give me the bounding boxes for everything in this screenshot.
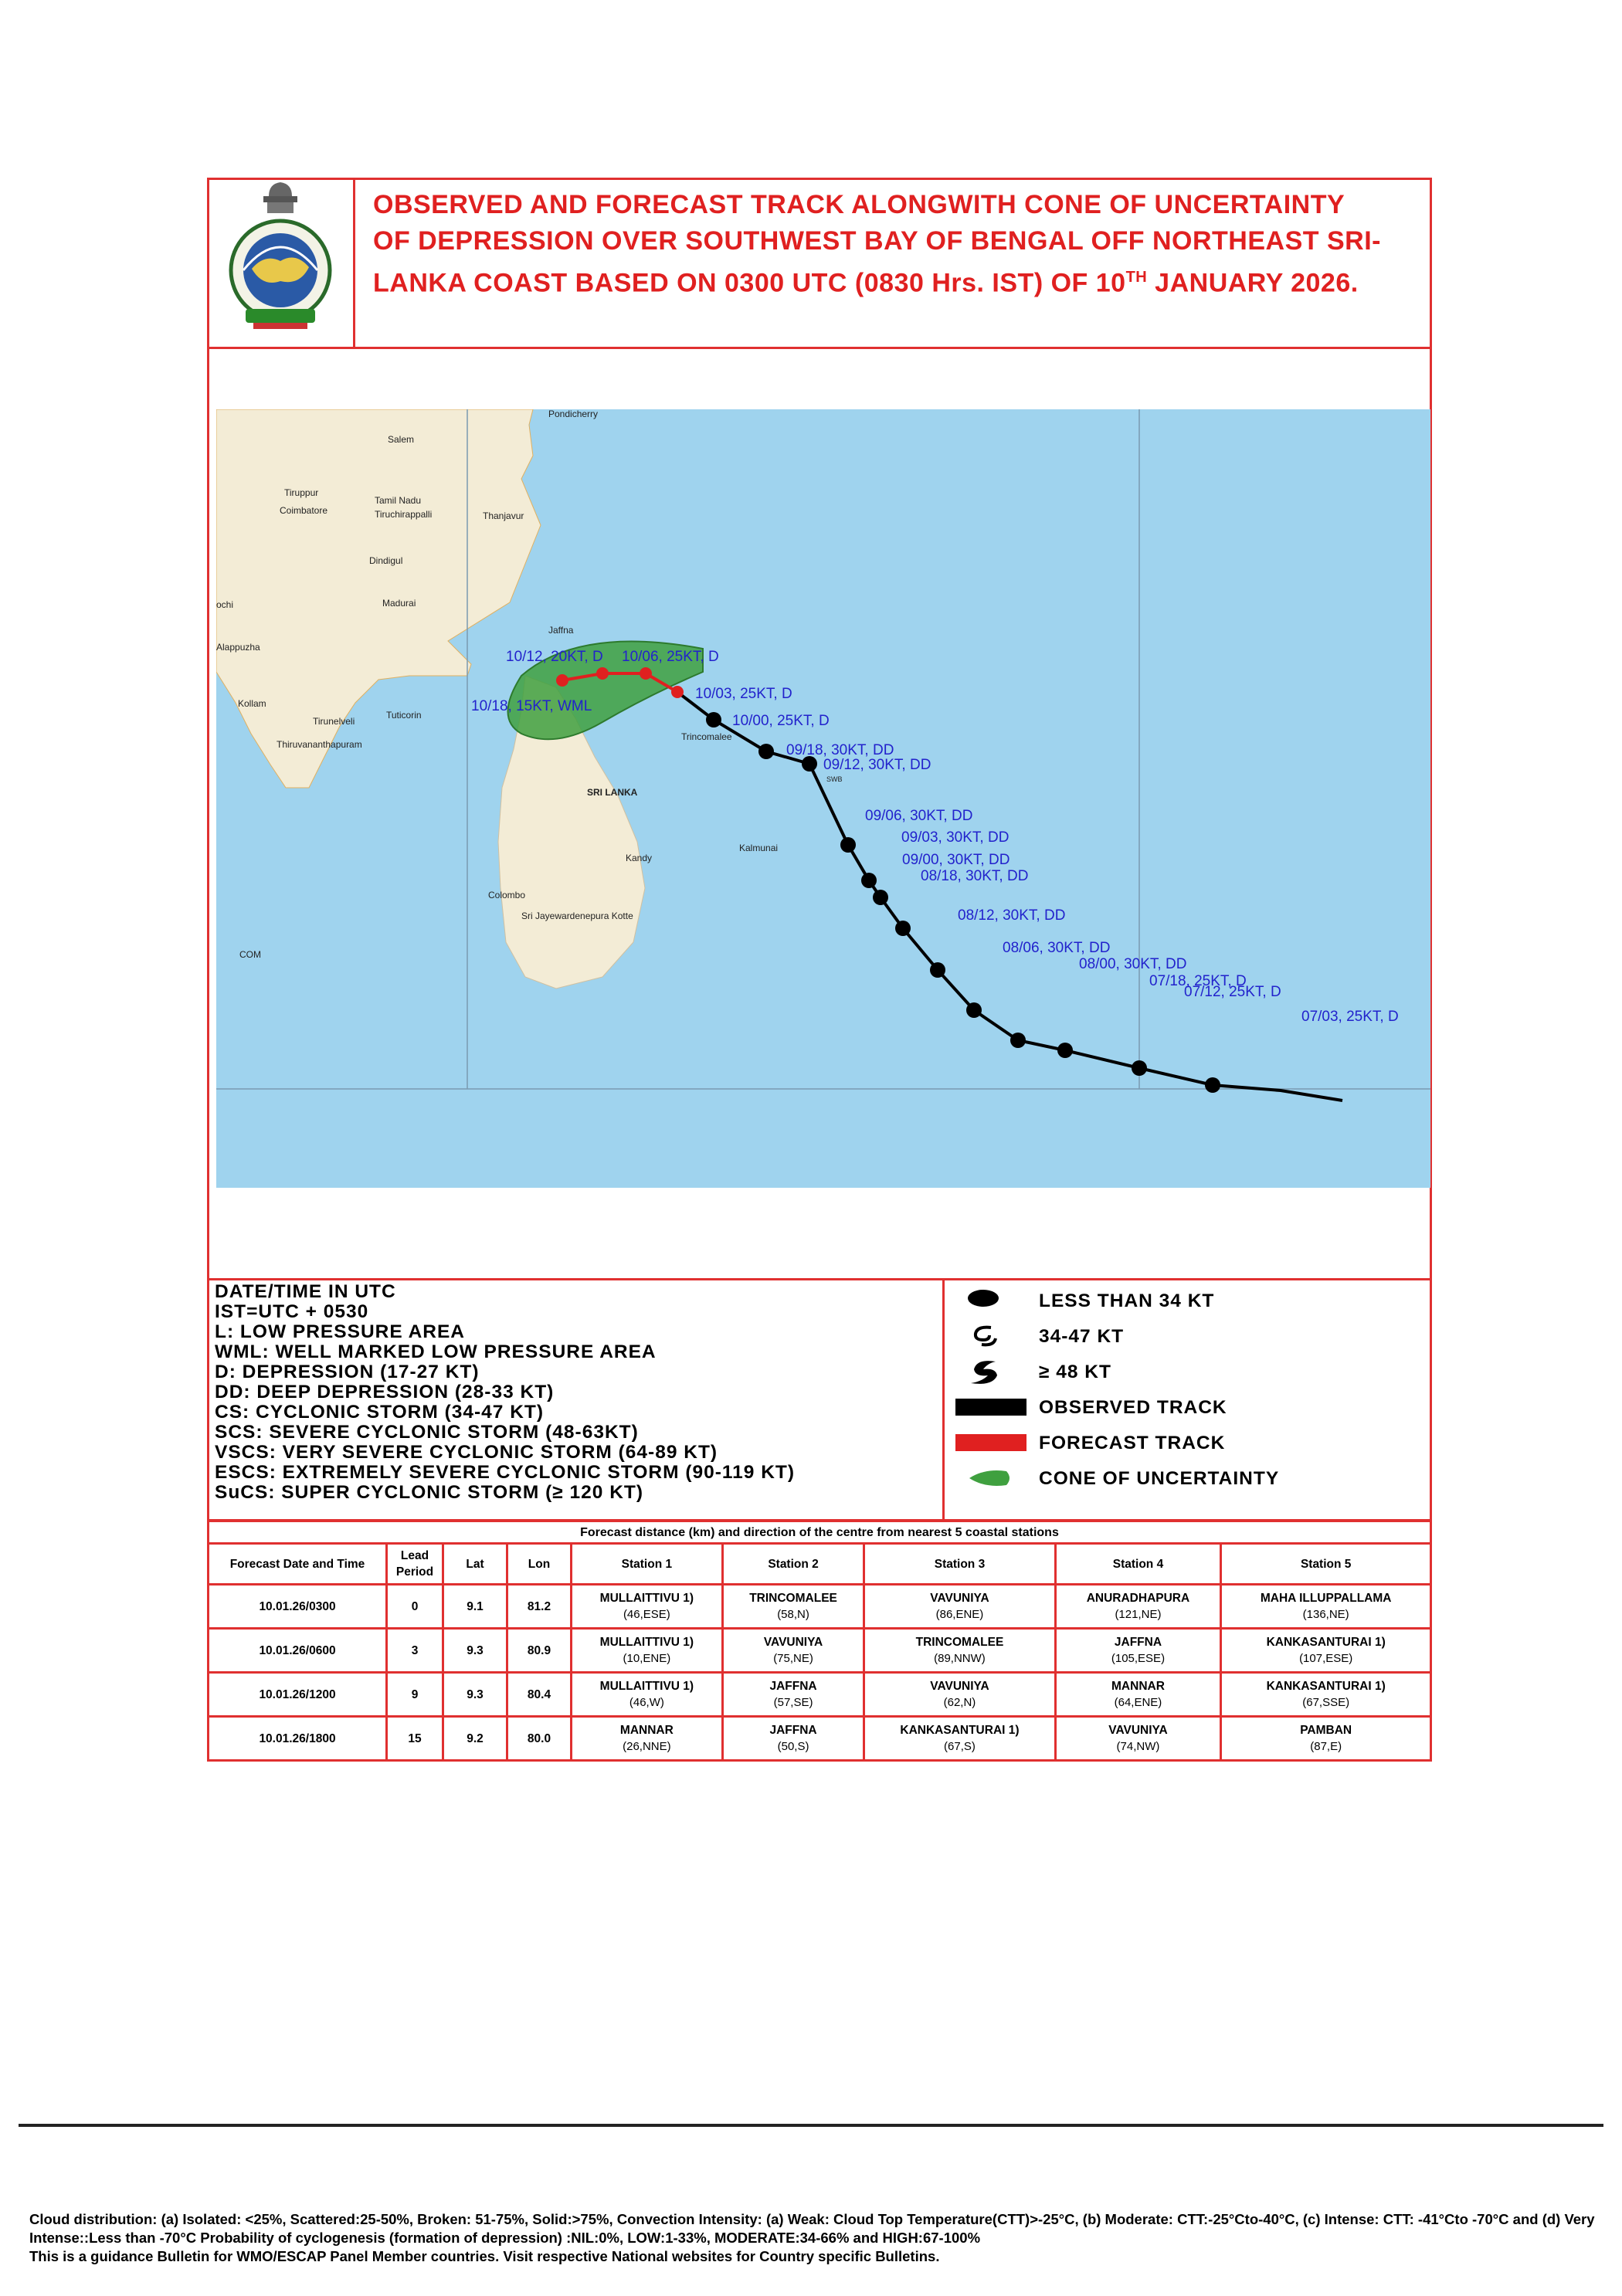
place-label: Colombo bbox=[488, 890, 526, 900]
black-dot-icon bbox=[954, 1287, 1028, 1314]
table-header-row bbox=[209, 1544, 1431, 1585]
place-label: ochi bbox=[216, 599, 234, 610]
station-distance: (75,NE) bbox=[773, 1652, 813, 1665]
station-cell bbox=[1055, 1629, 1221, 1673]
station-name: JAFFNA bbox=[1114, 1636, 1162, 1649]
legend-def: WML: WELL MARKED LOW PRESSURE AREA bbox=[215, 1341, 657, 1362]
track-point-label: 09/12, 30KT, DD bbox=[823, 757, 931, 773]
station-distance: (87,E) bbox=[1310, 1740, 1342, 1753]
place-label: Pondicherry bbox=[548, 409, 599, 419]
track-map bbox=[216, 409, 1430, 1188]
station-distance: (89,NNW) bbox=[934, 1652, 986, 1665]
place-label: Kollam bbox=[238, 698, 266, 709]
track-point-label: 08/12, 30KT, DD bbox=[958, 907, 1066, 924]
station-distance: (10,ENE) bbox=[623, 1652, 671, 1665]
track-point-label: 10/00, 25KT, D bbox=[732, 713, 830, 729]
place-label: Coimbatore bbox=[280, 505, 328, 516]
forecast-datetime-cell: 10.01.26/1200 bbox=[209, 1673, 387, 1717]
table-header: Station 3 bbox=[864, 1544, 1055, 1585]
table-body bbox=[209, 1585, 1431, 1761]
station-name: MANNAR bbox=[619, 1724, 674, 1737]
legend-item bbox=[954, 1392, 1417, 1428]
footer-notes bbox=[29, 2210, 1597, 2266]
station-cell bbox=[1221, 1673, 1431, 1717]
station-cell bbox=[1221, 1629, 1431, 1673]
station-cell bbox=[864, 1673, 1055, 1717]
station-distance: (62,N) bbox=[943, 1696, 976, 1709]
observed-track-point bbox=[1010, 1033, 1026, 1048]
observed-track-point bbox=[840, 837, 856, 853]
table-header: Station 2 bbox=[722, 1544, 864, 1585]
table-row bbox=[209, 1717, 1431, 1761]
observed-track-point bbox=[966, 1002, 982, 1018]
forecast-datetime-cell: 10.01.26/0600 bbox=[209, 1629, 387, 1673]
station-distance: (50,S) bbox=[777, 1740, 809, 1753]
station-name: PAMBAN bbox=[1300, 1724, 1352, 1737]
station-cell bbox=[572, 1585, 723, 1629]
station-name: MANNAR bbox=[1111, 1680, 1165, 1693]
observed-track-point bbox=[1057, 1043, 1073, 1058]
legend-def: VSCS: VERY SEVERE CYCLONIC STORM (64-89 KT) bbox=[215, 1442, 718, 1463]
place-label: Sri Jayewardenepura Kotte bbox=[521, 911, 633, 921]
legend-def: DD: DEEP DEPRESSION (28-33 KT) bbox=[215, 1382, 555, 1402]
place-label: Tiruppur bbox=[284, 487, 319, 498]
track-point-label: 07/03, 25KT, D bbox=[1301, 1009, 1399, 1025]
legend-label: ≥ 48 KT bbox=[1039, 1362, 1111, 1382]
forecast-table bbox=[207, 1520, 1432, 1762]
title-row bbox=[207, 178, 1432, 349]
place-label: COM bbox=[239, 949, 261, 960]
legend-divider-vertical bbox=[942, 1278, 945, 1521]
legend-item bbox=[954, 1463, 1417, 1499]
station-name: VAVUNIYA bbox=[1108, 1724, 1168, 1737]
green-cone-icon bbox=[954, 1465, 1028, 1491]
lon-cell: 80.0 bbox=[507, 1717, 572, 1761]
observed-track-point bbox=[706, 712, 721, 727]
track-point-label: 08/18, 30KT, DD bbox=[921, 868, 1029, 884]
place-label: Jaffna bbox=[548, 625, 574, 636]
place-label: Kandy bbox=[626, 853, 653, 863]
place-label: Tamil Nadu bbox=[375, 495, 422, 506]
legend-definitions bbox=[215, 1282, 941, 1503]
track-point-label: 10/06, 25KT, D bbox=[622, 649, 719, 665]
track-point-label: 09/18, 30KT, DD bbox=[786, 742, 894, 758]
station-cell bbox=[864, 1629, 1055, 1673]
table-header: Lat bbox=[443, 1544, 507, 1585]
station-distance: (46,ESE) bbox=[623, 1608, 670, 1621]
place-label: Salem bbox=[388, 434, 415, 445]
observed-track-point bbox=[873, 890, 888, 905]
station-cell bbox=[722, 1673, 864, 1717]
place-label: Kalmunai bbox=[739, 843, 779, 853]
red-bar-icon bbox=[954, 1429, 1028, 1456]
station-cell bbox=[1055, 1585, 1221, 1629]
lon-cell: 80.4 bbox=[507, 1673, 572, 1717]
place-label: SWB bbox=[826, 775, 843, 783]
lon-cell: 81.2 bbox=[507, 1585, 572, 1629]
legend-label: OBSERVED TRACK bbox=[1039, 1397, 1227, 1418]
station-distance: (58,N) bbox=[777, 1608, 809, 1621]
station-distance: (86,ENE) bbox=[935, 1608, 984, 1621]
table-row bbox=[209, 1585, 1431, 1629]
forecast-track-point bbox=[596, 667, 609, 680]
station-cell bbox=[864, 1585, 1055, 1629]
station-cell bbox=[722, 1585, 864, 1629]
station-distance: (136,NE) bbox=[1302, 1608, 1349, 1621]
lat-cell: 9.3 bbox=[443, 1673, 507, 1717]
footer-line-2: This is a guidance Bulletin for WMO/ESCAP Panel Member countries. Visit respective National websites for Country specific Bulletins. bbox=[29, 2248, 940, 2264]
table-header: Station 5 bbox=[1221, 1544, 1431, 1585]
forecast-track-point bbox=[671, 686, 684, 698]
station-distance: (64,ENE) bbox=[1114, 1696, 1162, 1709]
legend-label: 34-47 KT bbox=[1039, 1326, 1125, 1347]
track-point-label: 08/00, 30KT, DD bbox=[1079, 956, 1187, 972]
table-row bbox=[209, 1629, 1431, 1673]
observed-track-point bbox=[895, 921, 911, 936]
forecast-datetime-cell: 10.01.26/0300 bbox=[209, 1585, 387, 1629]
footer-line-1: Cloud distribution: (a) Isolated: <25%, Scattered:25-50%, Broken: 51-75%, Solid:>75%, Convection Intensity: (a) Weak: Cloud Top Temperature(CTT)>-25°C, (b) Moderate: CTT:-25°Cto-40°C, (c) Intense: CTT: -41°Cto -70°C and (d) Very Intense::Less than -70°C Probability of cyclogenesis (formation of depression) :NIL:0%, LOW:1-33%, MODERATE:34-66% and HIGH:67-100% bbox=[29, 2211, 1595, 2246]
legend-def: DATE/TIME IN UTC bbox=[215, 1281, 396, 1302]
page-divider bbox=[19, 2124, 1603, 2127]
station-cell bbox=[1221, 1585, 1431, 1629]
station-name: JAFFNA bbox=[769, 1680, 817, 1693]
legend-label: FORECAST TRACK bbox=[1039, 1433, 1226, 1453]
forecast-track-point bbox=[640, 667, 652, 680]
place-label: Dindigul bbox=[369, 555, 403, 566]
cyclone-large-icon bbox=[954, 1358, 1028, 1385]
station-cell bbox=[722, 1629, 864, 1673]
imd-emblem-icon bbox=[207, 178, 354, 347]
legend-def: L: LOW PRESSURE AREA bbox=[215, 1321, 465, 1342]
table-caption: Forecast distance (km) and direction of the centre from nearest 5 coastal stations bbox=[209, 1521, 1431, 1544]
lon-cell: 80.9 bbox=[507, 1629, 572, 1673]
lead-period-cell: 9 bbox=[387, 1673, 443, 1717]
lead-period-cell: 15 bbox=[387, 1717, 443, 1761]
station-name: VAVUNIYA bbox=[930, 1680, 989, 1693]
station-name: KANKASANTURAI 1) bbox=[1266, 1680, 1386, 1693]
track-point-label: 08/06, 30KT, DD bbox=[1003, 940, 1111, 956]
station-cell bbox=[572, 1717, 723, 1761]
legend-def: ESCS: EXTREMELY SEVERE CYCLONIC STORM (90-119 KT) bbox=[215, 1462, 796, 1483]
place-label: Tirunelveli bbox=[313, 716, 355, 727]
station-cell bbox=[572, 1673, 723, 1717]
place-label: Thiruvananthapuram bbox=[277, 739, 362, 750]
legend-def: D: DEPRESSION (17-27 KT) bbox=[215, 1362, 480, 1382]
legend-item bbox=[954, 1357, 1417, 1392]
legend-divider-top bbox=[207, 1278, 1432, 1280]
black-bar-icon bbox=[954, 1394, 1028, 1420]
station-distance: (67,S) bbox=[944, 1740, 976, 1753]
title-line-3: LANKA COAST BASED ON 0300 UTC (0830 Hrs. IST) OF 10TH JANUARY 2026. bbox=[373, 268, 1359, 298]
legend-item bbox=[954, 1428, 1417, 1463]
table-row bbox=[209, 1673, 1431, 1717]
station-name: TRINCOMALEE bbox=[749, 1592, 837, 1605]
table-header: Lon bbox=[507, 1544, 572, 1585]
station-name: VAVUNIYA bbox=[763, 1636, 823, 1649]
lead-period-cell: 3 bbox=[387, 1629, 443, 1673]
station-distance: (107,ESE) bbox=[1299, 1652, 1353, 1665]
observed-track-point bbox=[1132, 1060, 1147, 1076]
station-cell bbox=[1055, 1673, 1221, 1717]
legend-def: CS: CYCLONIC STORM (34-47 KT) bbox=[215, 1402, 545, 1423]
lat-cell: 9.1 bbox=[443, 1585, 507, 1629]
table-header: Station 1 bbox=[572, 1544, 723, 1585]
track-point-label: 07/18, 25KT, D bbox=[1149, 973, 1247, 989]
legend-item bbox=[954, 1286, 1417, 1321]
track-point-label: 10/03, 25KT, D bbox=[695, 686, 792, 702]
table-header: Lead Period bbox=[387, 1544, 443, 1585]
track-point-label: 09/06, 30KT, DD bbox=[865, 808, 973, 824]
station-distance: (105,ESE) bbox=[1111, 1652, 1166, 1665]
place-label: SRI LANKA bbox=[587, 787, 638, 798]
table-header: Forecast Date and Time bbox=[209, 1544, 387, 1585]
station-distance: (121,NE) bbox=[1115, 1608, 1162, 1621]
station-cell bbox=[572, 1629, 723, 1673]
legend-def: SuCS: SUPER CYCLONIC STORM (≥ 120 KT) bbox=[215, 1482, 644, 1503]
track-point-label: 09/00, 30KT, DD bbox=[902, 852, 1010, 868]
station-name: KANKASANTURAI 1) bbox=[900, 1724, 1020, 1737]
observed-track-point bbox=[930, 962, 945, 978]
observed-track-point bbox=[1205, 1077, 1220, 1093]
place-label: Tiruchirappalli bbox=[375, 509, 433, 520]
legend-label: CONE OF UNCERTAINTY bbox=[1039, 1468, 1280, 1489]
station-distance: (67,SSE) bbox=[1302, 1696, 1350, 1709]
cyclone-small-icon bbox=[954, 1323, 1028, 1349]
station-cell bbox=[1055, 1717, 1221, 1761]
forecast-datetime-cell: 10.01.26/1800 bbox=[209, 1717, 387, 1761]
station-name: VAVUNIYA bbox=[930, 1592, 989, 1605]
logo-cell bbox=[207, 178, 355, 347]
station-distance: (74,NW) bbox=[1116, 1740, 1160, 1753]
station-distance: (26,NNE) bbox=[623, 1740, 671, 1753]
lat-cell: 9.2 bbox=[443, 1717, 507, 1761]
forecast-track-point bbox=[556, 674, 568, 687]
track-point-label: 09/03, 30KT, DD bbox=[901, 829, 1010, 846]
track-point-label: 07/12, 25KT, D bbox=[1184, 984, 1281, 1000]
observed-track-point bbox=[802, 756, 817, 772]
legend-def: SCS: SEVERE CYCLONIC STORM (48-63KT) bbox=[215, 1422, 639, 1443]
place-label: Tuticorin bbox=[386, 710, 422, 721]
station-name: JAFFNA bbox=[769, 1724, 817, 1737]
place-label: Trincomalee bbox=[681, 731, 732, 742]
station-name: ANURADHAPURA bbox=[1086, 1592, 1190, 1605]
station-name: MULLAITTIVU 1) bbox=[599, 1680, 694, 1693]
lead-period-cell: 0 bbox=[387, 1585, 443, 1629]
station-cell bbox=[722, 1717, 864, 1761]
station-distance: (57,SE) bbox=[773, 1696, 813, 1709]
table-header: Station 4 bbox=[1055, 1544, 1221, 1585]
lat-cell: 9.3 bbox=[443, 1629, 507, 1673]
station-name: MAHA ILLUPPALLAMA bbox=[1260, 1592, 1392, 1605]
place-label: Alappuzha bbox=[216, 642, 260, 653]
station-distance: (46,W) bbox=[629, 1696, 664, 1709]
legend-symbols bbox=[954, 1286, 1417, 1499]
legend-def: IST=UTC + 0530 bbox=[215, 1301, 369, 1322]
place-label: Madurai bbox=[382, 598, 416, 609]
bulletin-title bbox=[373, 187, 1416, 301]
title-line-2: OF DEPRESSION OVER SOUTHWEST BAY OF BENGAL OFF NORTHEAST SRI- bbox=[373, 226, 1381, 256]
station-cell bbox=[864, 1717, 1055, 1761]
place-label: Thanjavur bbox=[483, 510, 524, 521]
station-cell bbox=[1221, 1717, 1431, 1761]
legend-item bbox=[954, 1321, 1417, 1357]
observed-track-point bbox=[861, 873, 877, 888]
station-name: MULLAITTIVU 1) bbox=[599, 1592, 694, 1605]
observed-track-point bbox=[758, 744, 774, 759]
station-name: TRINCOMALEE bbox=[915, 1636, 1004, 1649]
track-point-label: 10/18, 15KT, WML bbox=[471, 698, 592, 714]
station-name: MULLAITTIVU 1) bbox=[599, 1636, 694, 1649]
title-line-1: OBSERVED AND FORECAST TRACK ALONGWITH CONE OF UNCERTAINTY bbox=[373, 190, 1345, 219]
track-point-label: 10/12, 20KT, D bbox=[506, 649, 603, 665]
station-name: KANKASANTURAI 1) bbox=[1266, 1636, 1386, 1649]
legend-label: LESS THAN 34 KT bbox=[1039, 1290, 1215, 1311]
